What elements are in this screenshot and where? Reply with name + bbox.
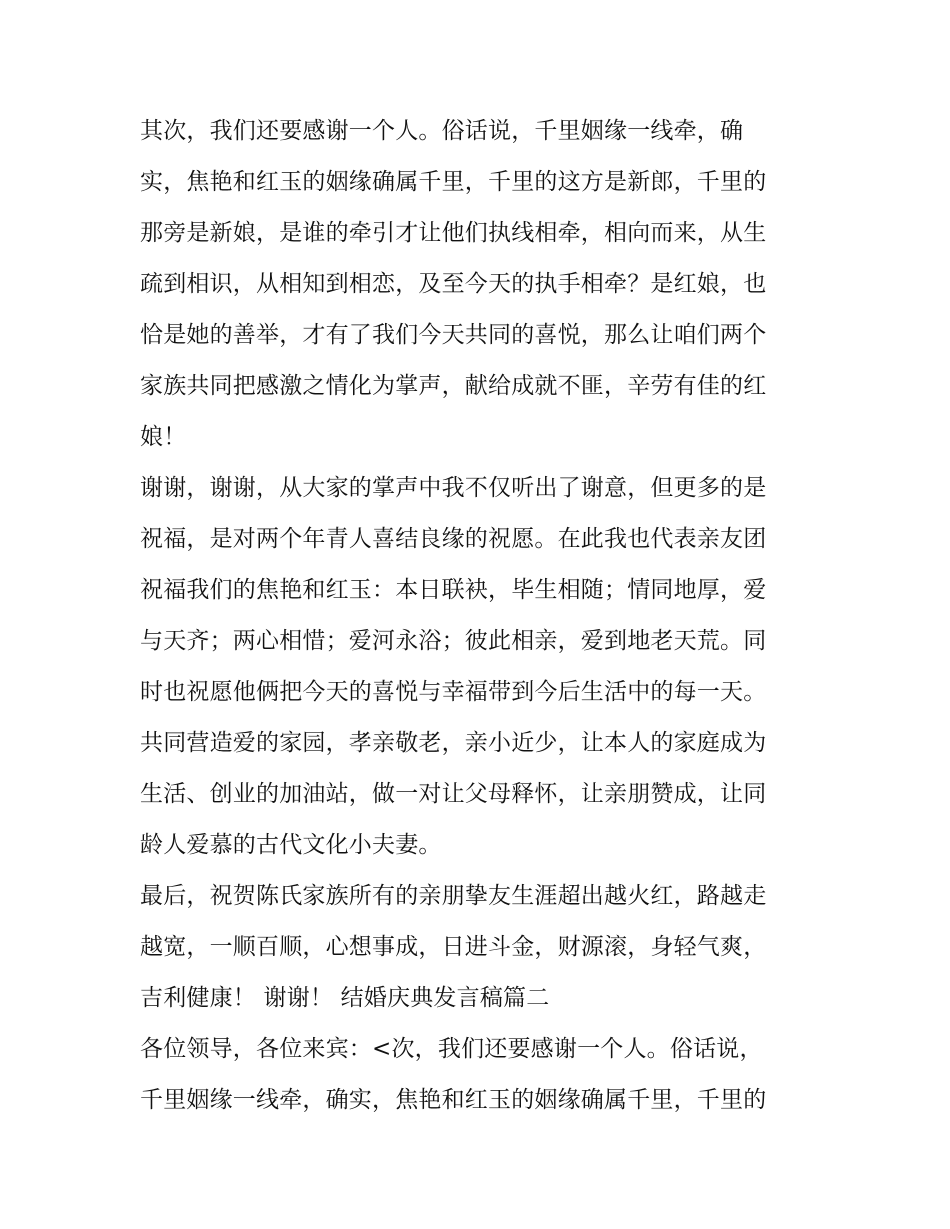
text-line: 千里姻缘一线牵，确实，焦艳和红玉的姻缘确属千里，千里的 (140, 1087, 767, 1113)
text-line: 娘！ (140, 424, 187, 450)
text-line: 祝福，是对两个年青人喜结良缘的祝愿。在此我也代表亲友团 (140, 526, 767, 552)
text-line: 吉利健康！ 谢谢！ 结婚庆典发言稿篇二 (140, 985, 550, 1011)
text-line: 越宽，一顺百顺，心想事成，日进斗金，财源滚，身轻气爽， (140, 934, 767, 960)
text-line: 恰是她的善举，才有了我们今天共同的喜悦，那么让咱们两个 (140, 322, 767, 348)
text-line: 其次，我们还要感谢一个人。俗话说，千里姻缘一线牵，确 (140, 118, 744, 144)
text-line: 谢谢，谢谢，从大家的掌声中我不仅听出了谢意，但更多的是 (140, 475, 767, 501)
text-line: 与天齐；两心相惜；爱河永浴；彼此相亲，爱到地老天荒。同 (140, 628, 767, 654)
document-body (140, 106, 820, 1126)
text-line: 疏到相识，从相知到相恋，及至今天的执手相牵？是红娘，也 (140, 271, 767, 297)
text-line: 家族共同把感激之情化为掌声，献给成就不匪，辛劳有佳的红 (140, 373, 767, 399)
text-line: 那旁是新娘，是谁的牵引才让他们执线相牵，相向而来，从生 (140, 220, 767, 246)
text-line: 生活、创业的加油站，做一对让父母释怀，让亲朋赞成，让同 (140, 781, 767, 807)
text-line: 共同营造爱的家园，孝亲敬老，亲小近少，让本人的家庭成为 (140, 730, 767, 756)
text-line: 龄人爱慕的古代文化小夫妻。 (140, 832, 442, 858)
text-line: 最后，祝贺陈氏家族所有的亲朋挚友生涯超出越火红，路越走 (140, 883, 767, 909)
text-line: 各位领导，各位来宾：<次，我们还要感谢一个人。俗话说， (140, 1036, 763, 1062)
text-line: 实，焦艳和红玉的姻缘确属千里，千里的这方是新郎，千里的 (140, 169, 767, 195)
text-line: 时也祝愿他俩把今天的喜悦与幸福带到今后生活中的每一天。 (140, 679, 767, 705)
text-line: 祝福我们的焦艳和红玉：本日联袂，毕生相随；情同地厚，爱 (140, 577, 767, 603)
